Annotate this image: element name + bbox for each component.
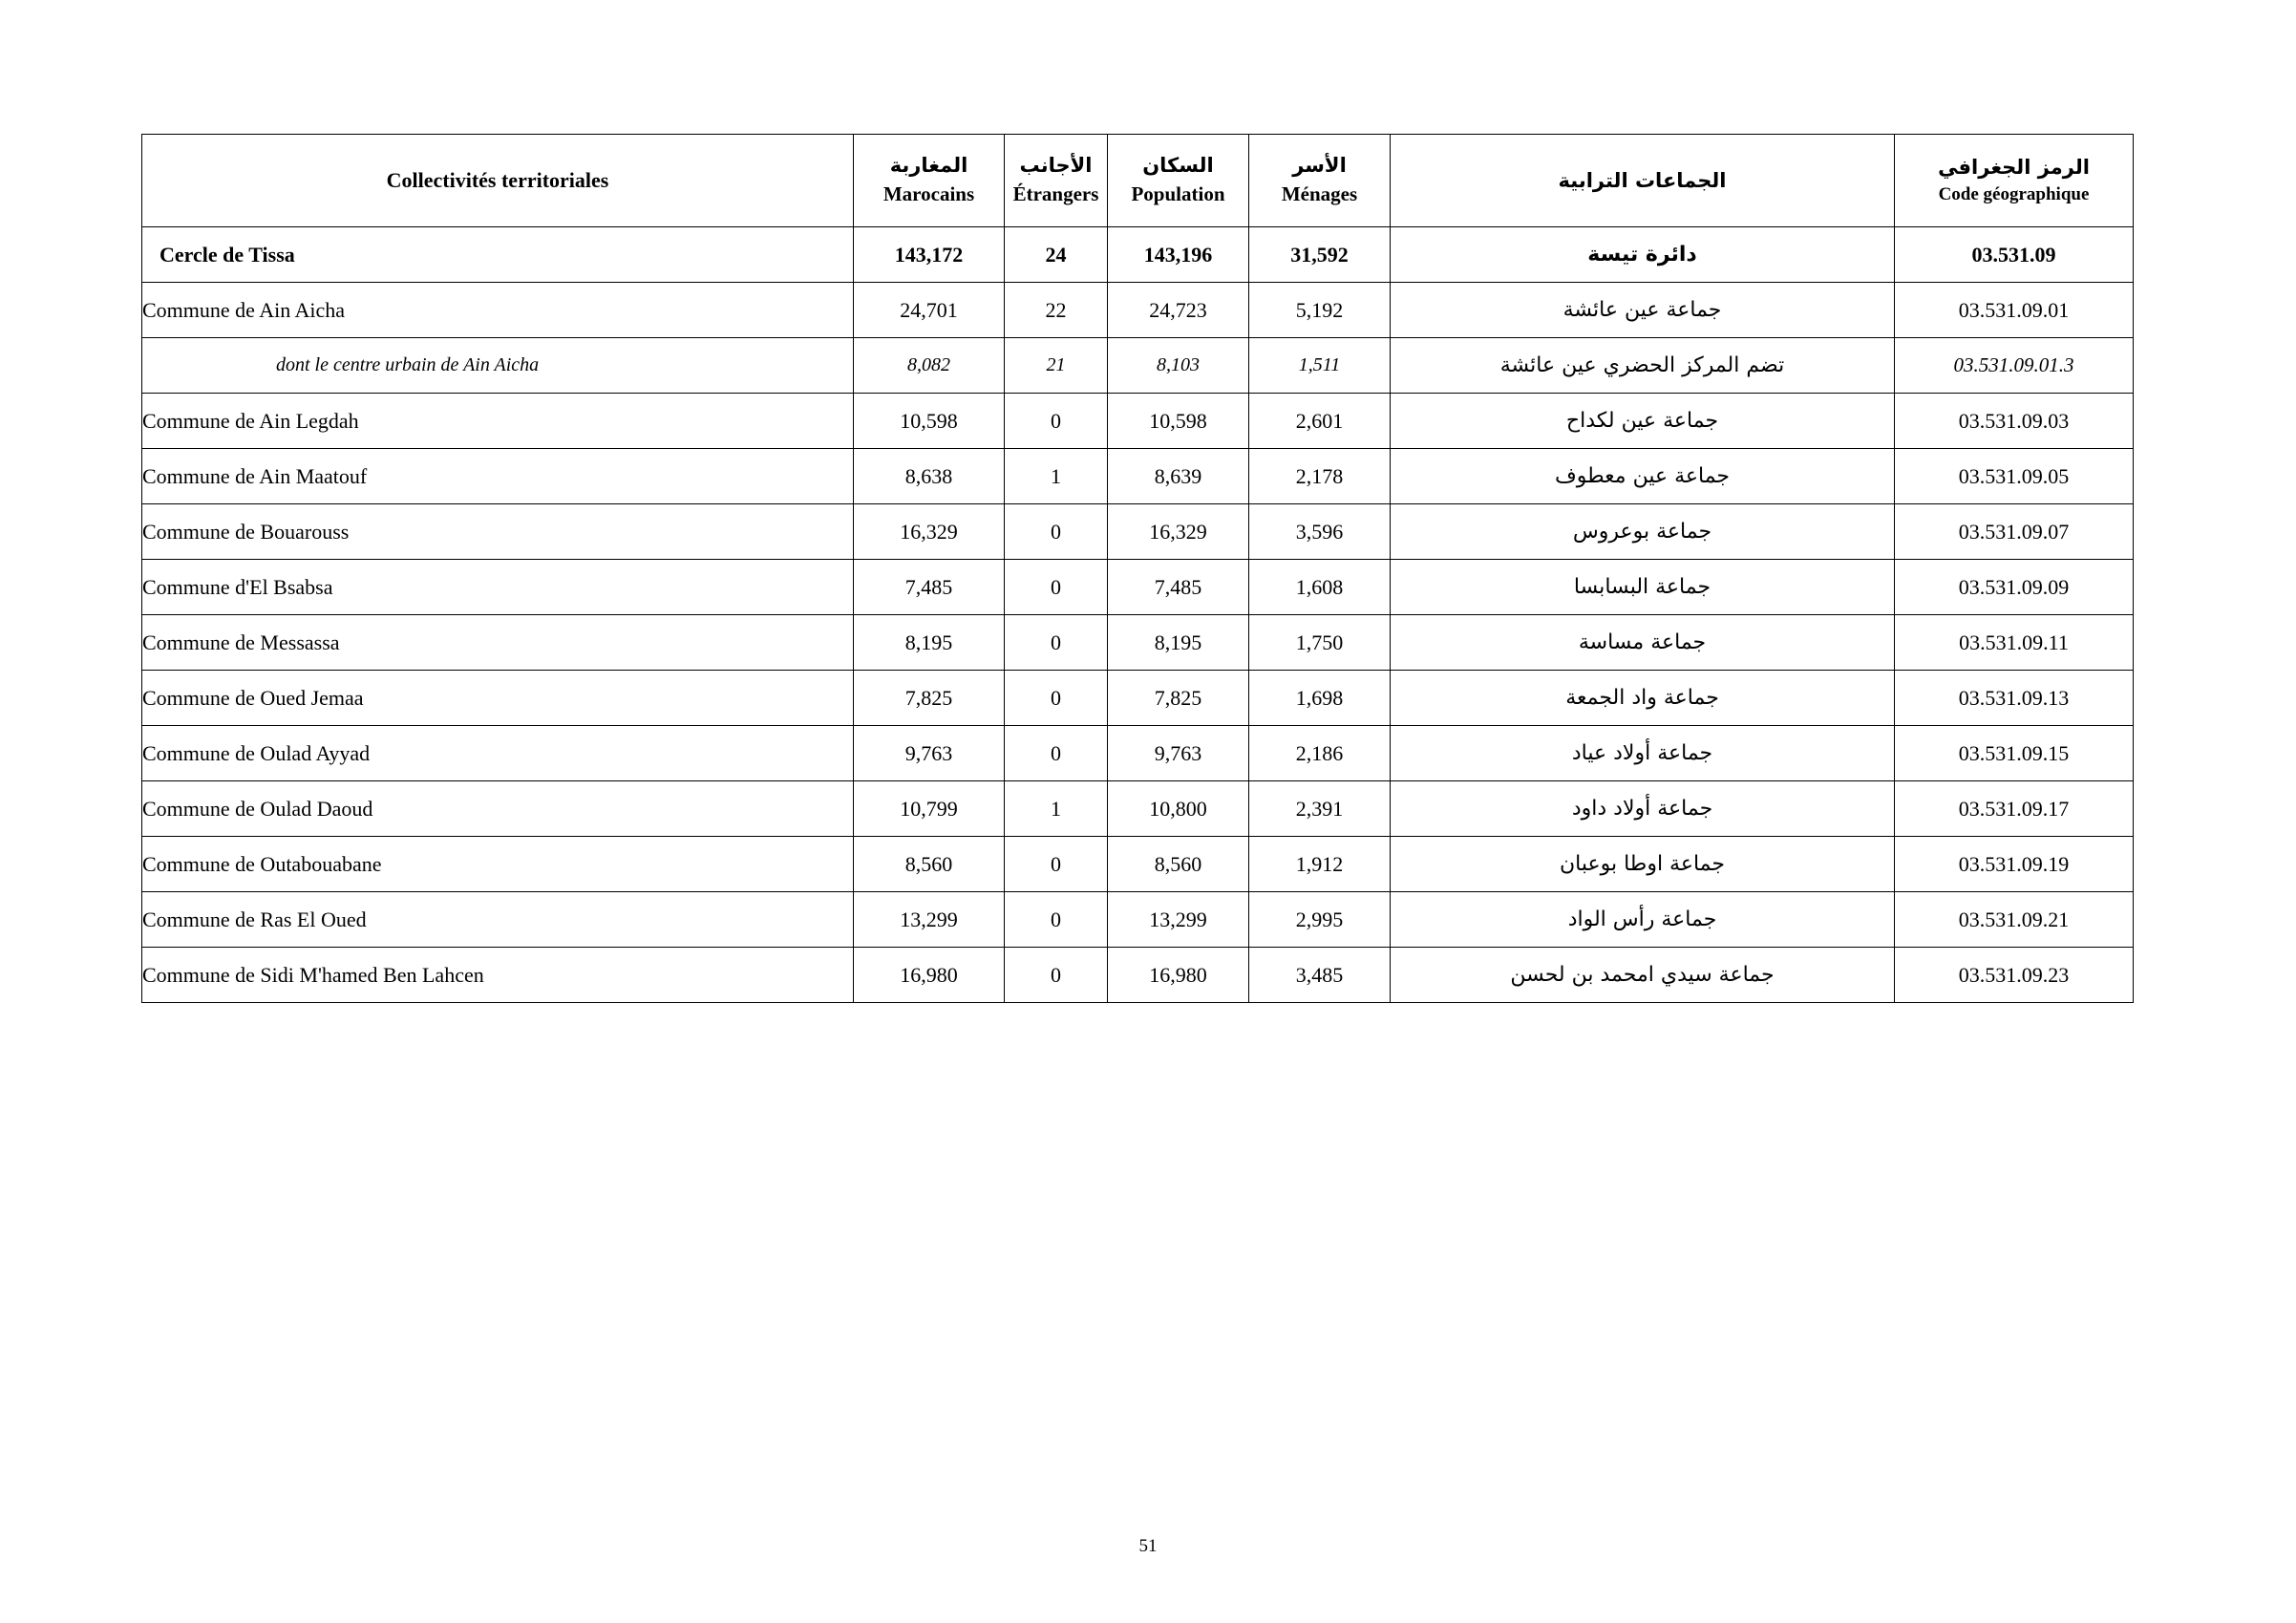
cell-code-geographique: 03.531.09.15 bbox=[1895, 726, 2134, 781]
table-row bbox=[142, 615, 2134, 671]
cell-etrangers: 1 bbox=[1005, 449, 1108, 504]
cell-etrangers: 24 bbox=[1005, 227, 1108, 283]
column-header-menages bbox=[1249, 135, 1391, 227]
table-row bbox=[142, 560, 2134, 615]
cell-jamaa-arabic: جماعة عين عائشة bbox=[1391, 283, 1895, 338]
cell-code-geographique: 03.531.09.11 bbox=[1895, 615, 2134, 671]
cell-population: 10,598 bbox=[1108, 394, 1249, 449]
column-header-jamaat-arabic: الجماعات الترابية bbox=[1558, 168, 1727, 192]
cell-menages: 1,608 bbox=[1249, 560, 1391, 615]
column-header-etrangers-arabic: الأجانب bbox=[1019, 154, 1093, 178]
cell-marocains: 10,799 bbox=[854, 781, 1005, 837]
table-row bbox=[142, 283, 2134, 338]
cell-marocains: 143,172 bbox=[854, 227, 1005, 283]
cell-menages: 31,592 bbox=[1249, 227, 1391, 283]
table-body bbox=[142, 227, 2134, 1003]
table-row bbox=[142, 671, 2134, 726]
cell-code-geographique: 03.531.09.05 bbox=[1895, 449, 2134, 504]
cell-marocains: 8,195 bbox=[854, 615, 1005, 671]
cell-population: 13,299 bbox=[1108, 892, 1249, 948]
cell-collectivite: Commune de Outabouabane bbox=[142, 837, 854, 892]
column-header-marocains bbox=[854, 135, 1005, 227]
cell-code-geographique: 03.531.09.23 bbox=[1895, 948, 2134, 1003]
cell-menages: 1,750 bbox=[1249, 615, 1391, 671]
table-header-row bbox=[142, 135, 2134, 227]
column-header-menages-french: Ménages bbox=[1281, 182, 1358, 206]
cell-code-geographique: 03.531.09.13 bbox=[1895, 671, 2134, 726]
cell-jamaa-arabic: جماعة بوعروس bbox=[1391, 504, 1895, 560]
column-header-marocains-french: Marocains bbox=[882, 182, 975, 206]
cell-population: 8,195 bbox=[1108, 615, 1249, 671]
cell-jamaa-arabic: جماعة عين معطوف bbox=[1391, 449, 1895, 504]
cell-etrangers: 0 bbox=[1005, 504, 1108, 560]
cell-jamaa-arabic: جماعة رأس الواد bbox=[1391, 892, 1895, 948]
cell-population: 7,825 bbox=[1108, 671, 1249, 726]
column-header-marocains-arabic: المغاربة bbox=[889, 154, 968, 178]
column-header-menages-arabic: الأسر bbox=[1292, 154, 1347, 178]
column-header-collectivites-label: Collectivités territoriales bbox=[386, 168, 609, 192]
column-header-jamaat bbox=[1391, 135, 1895, 227]
cell-population: 8,103 bbox=[1108, 338, 1249, 394]
table-row bbox=[142, 781, 2134, 837]
cell-jamaa-arabic: جماعة واد الجمعة bbox=[1391, 671, 1895, 726]
cell-menages: 2,601 bbox=[1249, 394, 1391, 449]
cell-marocains: 16,329 bbox=[854, 504, 1005, 560]
column-header-code-french: Code géographique bbox=[1938, 183, 2090, 204]
table-row bbox=[142, 338, 2134, 394]
cell-code-geographique: 03.531.09.21 bbox=[1895, 892, 2134, 948]
cell-etrangers: 0 bbox=[1005, 394, 1108, 449]
table-row bbox=[142, 892, 2134, 948]
cell-jamaa-arabic: جماعة مساسة bbox=[1391, 615, 1895, 671]
cell-code-geographique: 03.531.09.09 bbox=[1895, 560, 2134, 615]
cell-collectivite: Cercle de Tissa bbox=[142, 227, 854, 283]
cell-etrangers: 0 bbox=[1005, 560, 1108, 615]
column-header-code bbox=[1895, 135, 2134, 227]
cell-population: 8,639 bbox=[1108, 449, 1249, 504]
cell-population: 7,485 bbox=[1108, 560, 1249, 615]
column-header-population bbox=[1108, 135, 1249, 227]
cell-code-geographique: 03.531.09.01 bbox=[1895, 283, 2134, 338]
cell-collectivite: Commune de Sidi M'hamed Ben Lahcen bbox=[142, 948, 854, 1003]
column-header-population-arabic: السكان bbox=[1142, 154, 1214, 178]
cell-code-geographique: 03.531.09 bbox=[1895, 227, 2134, 283]
cell-marocains: 13,299 bbox=[854, 892, 1005, 948]
cell-code-geographique: 03.531.09.07 bbox=[1895, 504, 2134, 560]
cell-population: 9,763 bbox=[1108, 726, 1249, 781]
cell-jamaa-arabic: جماعة اوطا بوعبان bbox=[1391, 837, 1895, 892]
census-table bbox=[141, 134, 2134, 1003]
cell-marocains: 8,638 bbox=[854, 449, 1005, 504]
cell-marocains: 8,560 bbox=[854, 837, 1005, 892]
cell-collectivite: Commune d'El Bsabsa bbox=[142, 560, 854, 615]
cell-population: 143,196 bbox=[1108, 227, 1249, 283]
cell-menages: 3,596 bbox=[1249, 504, 1391, 560]
cell-menages: 2,178 bbox=[1249, 449, 1391, 504]
cell-menages: 2,391 bbox=[1249, 781, 1391, 837]
cell-collectivite: Commune de Oulad Daoud bbox=[142, 781, 854, 837]
cell-population: 16,329 bbox=[1108, 504, 1249, 560]
cell-code-geographique: 03.531.09.19 bbox=[1895, 837, 2134, 892]
cell-code-geographique: 03.531.09.01.3 bbox=[1895, 338, 2134, 394]
cell-etrangers: 0 bbox=[1005, 615, 1108, 671]
cell-marocains: 7,825 bbox=[854, 671, 1005, 726]
cell-collectivite: Commune de Bouarouss bbox=[142, 504, 854, 560]
cell-jamaa-arabic: دائرة تيسة bbox=[1391, 227, 1895, 283]
cell-jamaa-arabic: جماعة عين لكداح bbox=[1391, 394, 1895, 449]
table-row bbox=[142, 394, 2134, 449]
cell-code-geographique: 03.531.09.17 bbox=[1895, 781, 2134, 837]
cell-menages: 2,995 bbox=[1249, 892, 1391, 948]
cell-collectivite: Commune de Ain Legdah bbox=[142, 394, 854, 449]
cell-menages: 1,511 bbox=[1249, 338, 1391, 394]
cell-marocains: 24,701 bbox=[854, 283, 1005, 338]
cell-code-geographique: 03.531.09.03 bbox=[1895, 394, 2134, 449]
cell-etrangers: 0 bbox=[1005, 948, 1108, 1003]
cell-collectivite: Commune de Oulad Ayyad bbox=[142, 726, 854, 781]
cell-menages: 1,698 bbox=[1249, 671, 1391, 726]
column-header-etrangers-french: Étrangers bbox=[1012, 182, 1099, 206]
cell-etrangers: 0 bbox=[1005, 892, 1108, 948]
table-header bbox=[142, 135, 2134, 227]
column-header-population-french: Population bbox=[1131, 182, 1225, 206]
cell-collectivite: Commune de Oued Jemaa bbox=[142, 671, 854, 726]
cell-population: 24,723 bbox=[1108, 283, 1249, 338]
cell-population: 8,560 bbox=[1108, 837, 1249, 892]
table-row bbox=[142, 227, 2134, 283]
column-header-etrangers bbox=[1005, 135, 1108, 227]
cell-jamaa-arabic: تضم المركز الحضري عين عائشة bbox=[1391, 338, 1895, 394]
cell-etrangers: 0 bbox=[1005, 671, 1108, 726]
cell-marocains: 8,082 bbox=[854, 338, 1005, 394]
census-table-container bbox=[141, 134, 2133, 1003]
column-header-collectivites bbox=[142, 135, 854, 227]
cell-jamaa-arabic: جماعة أولاد عياد bbox=[1391, 726, 1895, 781]
cell-menages: 2,186 bbox=[1249, 726, 1391, 781]
cell-etrangers: 22 bbox=[1005, 283, 1108, 338]
cell-etrangers: 21 bbox=[1005, 338, 1108, 394]
table-row bbox=[142, 726, 2134, 781]
cell-marocains: 16,980 bbox=[854, 948, 1005, 1003]
cell-marocains: 9,763 bbox=[854, 726, 1005, 781]
table-row bbox=[142, 449, 2134, 504]
cell-menages: 5,192 bbox=[1249, 283, 1391, 338]
cell-collectivite: dont le centre urbain de Ain Aicha bbox=[142, 338, 854, 394]
cell-menages: 3,485 bbox=[1249, 948, 1391, 1003]
cell-population: 16,980 bbox=[1108, 948, 1249, 1003]
cell-jamaa-arabic: جماعة أولاد داود bbox=[1391, 781, 1895, 837]
cell-population: 10,800 bbox=[1108, 781, 1249, 837]
cell-jamaa-arabic: جماعة البسابسا bbox=[1391, 560, 1895, 615]
cell-menages: 1,912 bbox=[1249, 837, 1391, 892]
cell-etrangers: 0 bbox=[1005, 726, 1108, 781]
cell-collectivite: Commune de Ain Aicha bbox=[142, 283, 854, 338]
cell-marocains: 7,485 bbox=[854, 560, 1005, 615]
table-row bbox=[142, 837, 2134, 892]
column-header-code-arabic: الرمز الجغرافي bbox=[1938, 155, 2090, 179]
cell-etrangers: 0 bbox=[1005, 837, 1108, 892]
cell-marocains: 10,598 bbox=[854, 394, 1005, 449]
cell-jamaa-arabic: جماعة سيدي امحمد بن لحسن bbox=[1391, 948, 1895, 1003]
table-row bbox=[142, 948, 2134, 1003]
page-number: 51 bbox=[1138, 1536, 1158, 1556]
cell-etrangers: 1 bbox=[1005, 781, 1108, 837]
cell-collectivite: Commune de Messassa bbox=[142, 615, 854, 671]
cell-collectivite: Commune de Ras El Oued bbox=[142, 892, 854, 948]
cell-collectivite: Commune de Ain Maatouf bbox=[142, 449, 854, 504]
table-row bbox=[142, 504, 2134, 560]
